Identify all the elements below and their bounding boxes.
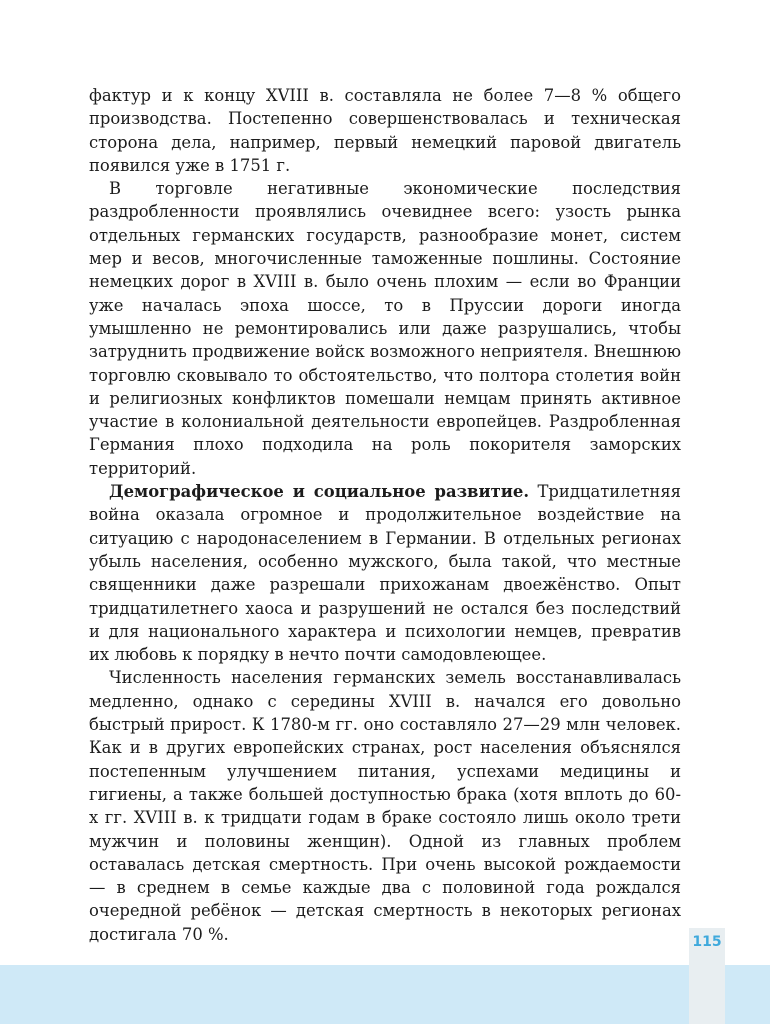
section-heading: Демографическое и социальное развитие. <box>109 482 530 502</box>
page-text <box>89 84 681 946</box>
paragraph-continuation <box>89 84 681 177</box>
paragraph-text: В торговле негативные экономические последствия раздробленности проявлялись очевиднее всего: узость рынка отдельных германских государств, разнообразие монет, систем мер и весов, многочисленные таможенные пошлины. Состояние немецких дорог в XVIII в. было очень плохим — если во Франции уже началась эпоха шоссе, то в Пруссии дороги иногда умышленно не ремонтировались или даже разрушались, чтобы затруднить продвижение войск возможного неприятеля. Внешнюю торговлю сковывало то обстоятельство, что полтора столетия войн и религиозных конфликтов помешали немцам принять активное участие в колониальной деятельности европейцев. Раздробленная Германия плохо подходила на роль покорителя заморских территорий. <box>89 179 681 478</box>
footer-band <box>0 965 770 1024</box>
page-number: 115 <box>692 934 722 950</box>
paragraph-text: фактур и к концу XVIII в. составляла не более 7—8 % общего производства. Постепенно совершенствовалась и техническая сторона дела, например, первый немецкий паровой двигатель появился уже в 1751 г. <box>89 86 681 175</box>
paragraph-text: Тридцатилетняя война оказала огромное и продолжительное воздействие на ситуацию с народонаселением в Германии. В отдельных регионах убыль населения, особенно мужского, была такой, что местные священники даже разрешали прихожанам двоежёнство. Опыт тридцатилетнего хаоса и разрушений не остался без последствий и для национального характера и психологии немцев, превратив их любовь к порядку в нечто почти самодовлеющее. <box>89 482 681 665</box>
paragraph-demography <box>89 480 681 666</box>
paragraph-trade <box>89 177 681 480</box>
paragraph-population <box>89 666 681 946</box>
paragraph-text: Численность населения германских земель восстанавливалась медленно, однако с середины XVIII в. начался его довольно быстрый прирост. К 1780-м гг. оно составляло 27—29 млн человек. Как и в других европейских странах, рост населения объяснялся постепенным улучшением питания, успехами медицины и гигиены, а также большей доступностью брака (хотя вплоть до 60-х гг. XVIII в. к тридцати годам в браке состояло лишь около трети мужчин и половины женщин). Одной из главных проблем оставалась детская смертность. При очень высокой рождаемости — в среднем в семье каждые два с половиной года рождался очередной ребёнок — детская смертность в некоторых регионах достигала 70 %. <box>89 668 681 944</box>
